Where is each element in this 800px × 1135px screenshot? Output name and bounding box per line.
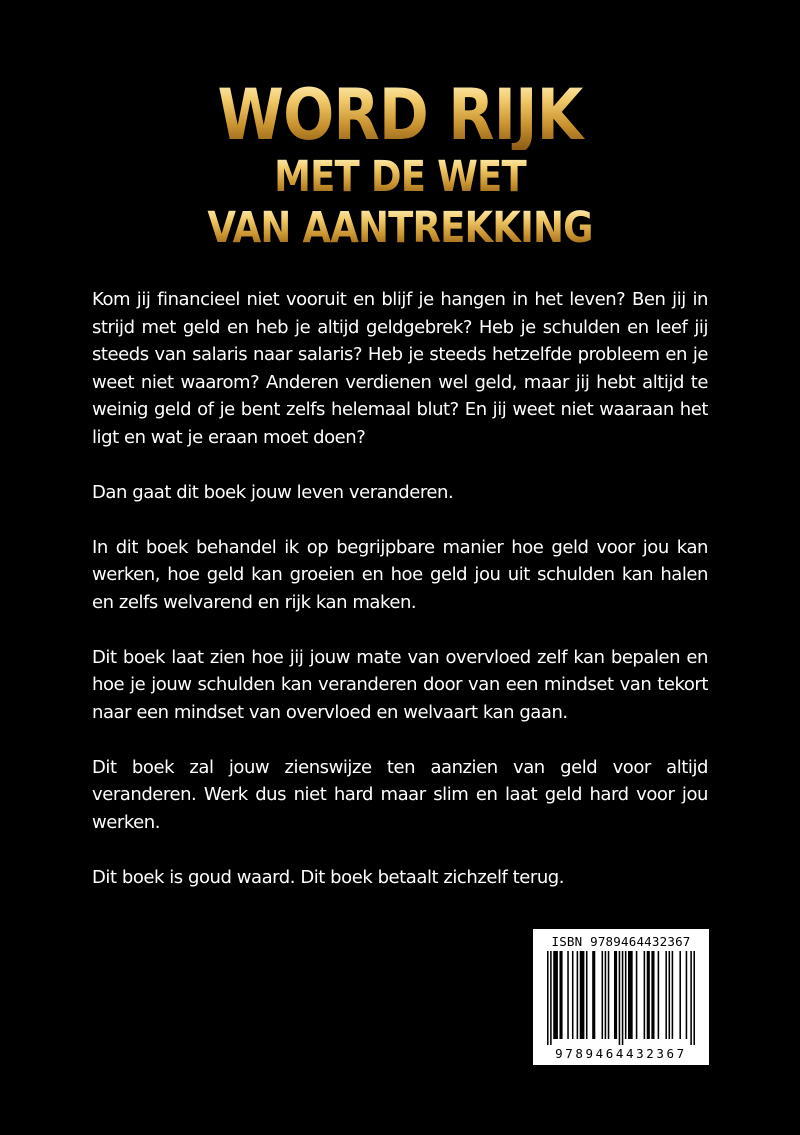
- barcode-bar: [672, 951, 674, 1039]
- blurb-paragraph-5: Dit boek zal jouw zienswijze ten aanzien van geld voor altijd veranderen. Werk dus niet hard maar slim en laat geld hard voor jou werken.: [92, 756, 708, 833]
- blurb-paragraph-3: In dit boek behandel ik op begrijpbare manier hoe geld voor jou kan werken, hoe geld kan groeien en hoe geld jou uit schulden kan halen en zelfs welvarend en rijk kan maken.: [92, 536, 708, 613]
- barcode-bar: [572, 951, 574, 1039]
- barcode-bar: [592, 951, 595, 1039]
- barcode-bars: [547, 951, 695, 1045]
- barcode-bar: [636, 951, 638, 1039]
- barcode-bar: [686, 951, 688, 1039]
- blurb-paragraph-2: Dan gaat dit boek jouw leven veranderen.: [92, 481, 454, 503]
- barcode-bar: [550, 951, 552, 1045]
- barcode-bar: [690, 951, 692, 1045]
- barcode-bar: [679, 951, 681, 1039]
- barcode-bar: [669, 951, 671, 1039]
- barcode-bar: [605, 951, 607, 1039]
- title-line-3: VAN AANTREKKING: [56, 207, 744, 250]
- barcode-bar: [567, 951, 569, 1039]
- cover-title: [0, 74, 800, 253]
- barcode-bar: [651, 951, 654, 1039]
- barcode-bar: [628, 951, 633, 1039]
- title-line-2: MET DE WET: [56, 156, 744, 199]
- isbn-label: ISBN 9789464432367: [551, 934, 691, 949]
- barcode-bar: [614, 951, 617, 1039]
- barcode-bar: [580, 951, 585, 1039]
- barcode-bar: [559, 951, 562, 1039]
- barcode-bar: [658, 951, 660, 1039]
- barcode-bar: [608, 951, 610, 1039]
- barcode-bar: [647, 951, 650, 1039]
- blurb-text: [92, 286, 708, 919]
- barcode-bar: [619, 951, 621, 1045]
- barcode-bar: [644, 951, 646, 1039]
- barcode-bar: [577, 951, 579, 1039]
- barcode-bar: [625, 951, 627, 1039]
- barcode-bar: [553, 951, 558, 1039]
- title-line-1: WORD RIJK: [56, 80, 744, 150]
- isbn-digits: 9789464432367: [555, 1046, 687, 1061]
- barcode-bar: [665, 951, 667, 1039]
- blurb-paragraph-1: Kom jij financieel niet vooruit en blijf je hangen in het leven? Ben jij in strijd met geld en heb je altijd geldgebrek? Heb je schulden en leef jij steeds van salaris naar salaris? Heb je steeds hetzelfde probleem en je weet niet waarom? Anderen verdienen wel geld, maar jij hebt altijd te weinig geld of je bent zelfs helemaal blut? En jij weet niet waaraan het ligt en wat je eraan moet doen?: [92, 289, 708, 448]
- blurb-paragraph-6: Dit boek is goud waard. Dit boek betaalt zichzelf terug.: [92, 866, 565, 888]
- barcode-bar: [547, 951, 549, 1045]
- blurb-paragraph-4: Dit boek laat zien hoe jij jouw mate van overvloed zelf kan bepalen en hoe je jouw schulden kan veranderen door van een mindset van tekort naar een mindset van overvloed en welvaart kan gaan.: [92, 646, 708, 723]
- barcode-bar: [622, 951, 624, 1045]
- barcode-bar: [586, 951, 588, 1039]
- barcode-bar: [693, 951, 695, 1045]
- barcode-bar: [602, 951, 604, 1039]
- isbn-barcode: [533, 929, 709, 1065]
